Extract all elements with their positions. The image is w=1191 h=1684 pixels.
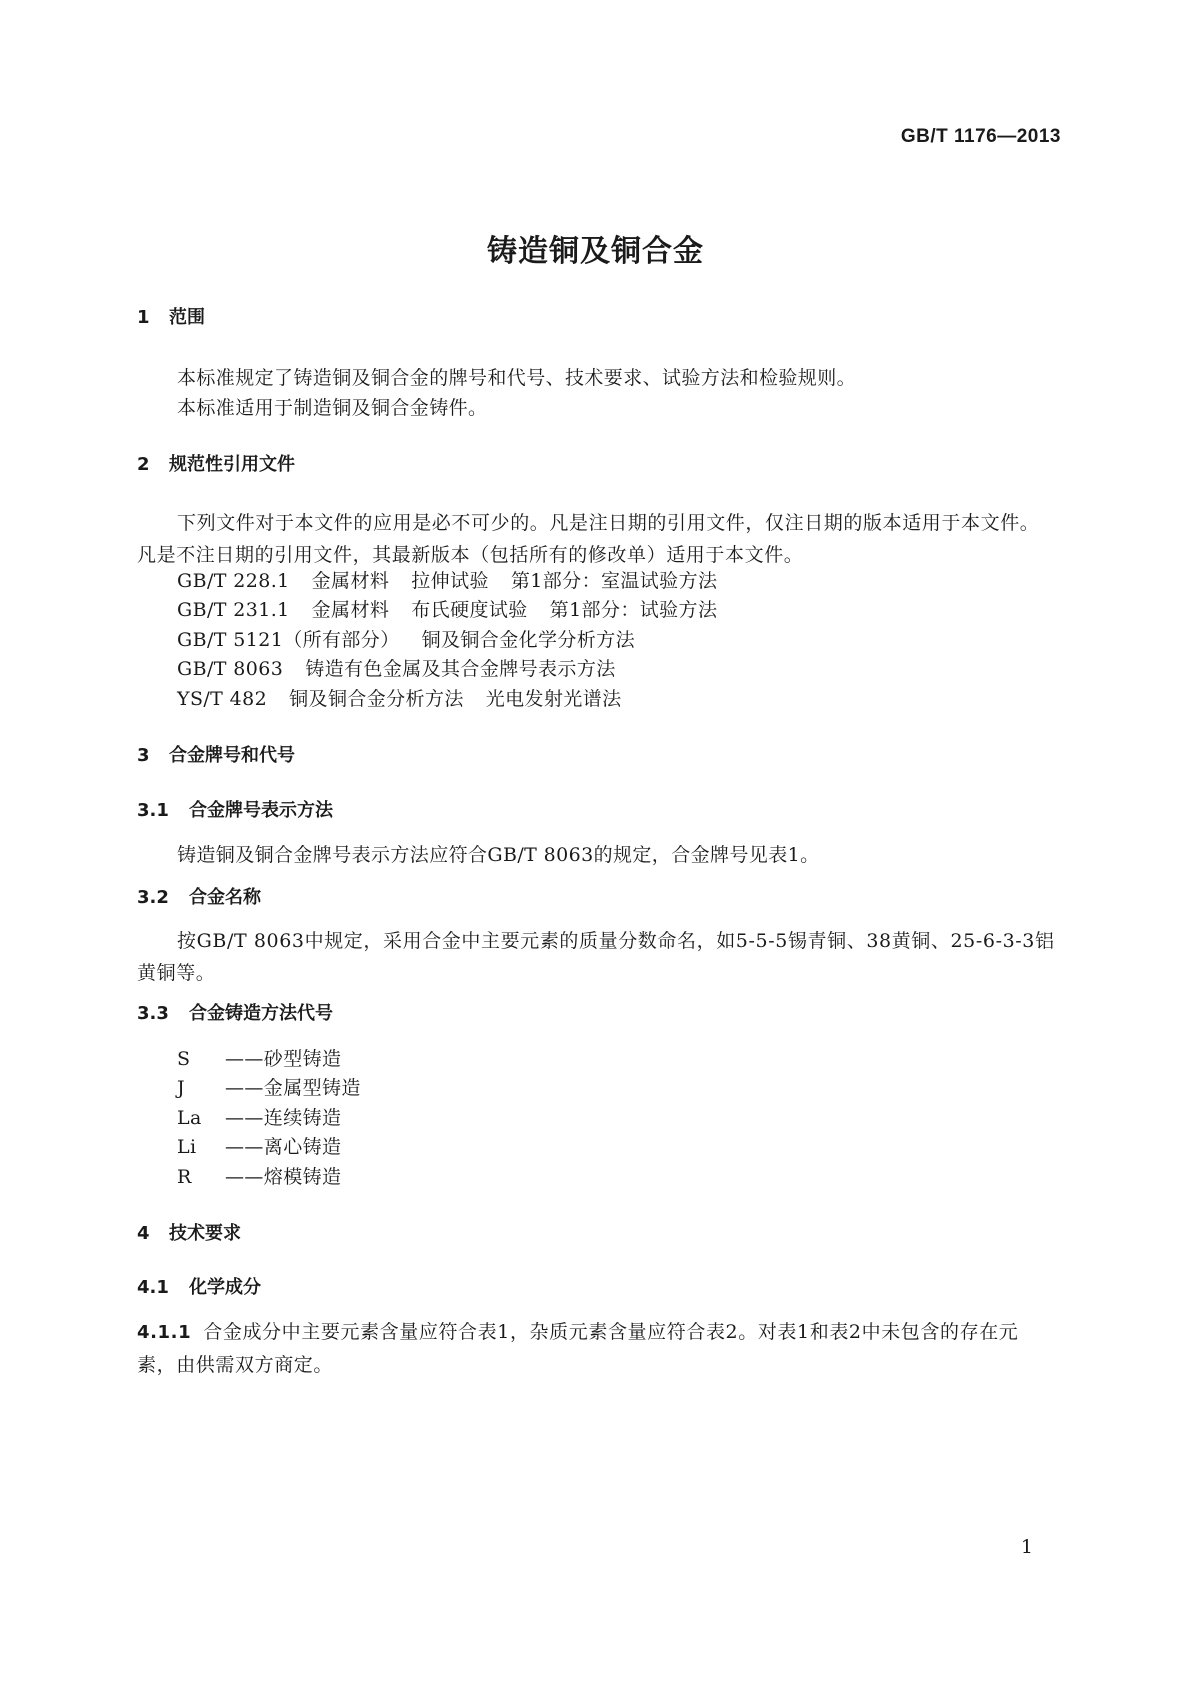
intro-text: 下列文件对于本文件的应用是必不可少的。凡是注日期的引用文件，仅注日期的版本适用于本文件。凡是不注日期的引用文件，其最新版本（包括所有的修改单）适用于本文件。	[137, 512, 1040, 566]
reference-subtitle: 拉伸试验	[411, 570, 489, 592]
section-title: 合金牌号表示方法	[189, 800, 333, 821]
reference-title: 铜及铜合金分析方法	[289, 688, 464, 710]
section-number: 3	[137, 745, 150, 766]
section-1-heading	[137, 306, 205, 330]
section-2-heading	[137, 453, 295, 477]
casting-code: J	[177, 1077, 186, 1099]
reference-item	[177, 624, 635, 656]
paragraph-text: 合金成分中主要元素含量应符合表1，杂质元素含量应符合表2。对表1和表2中未包含的存在元素，由供需双方商定。	[137, 1321, 1019, 1376]
section-title: 合金名称	[189, 887, 261, 908]
reference-item	[177, 565, 717, 597]
reference-code: GB/T 228.1	[177, 570, 290, 592]
casting-description: ——金属型铸造	[225, 1077, 361, 1099]
reference-part: 第1部分：室温试验方法	[510, 570, 718, 592]
section-number: 3.2	[137, 887, 169, 908]
casting-code-item	[177, 1161, 341, 1193]
standard-number: GB/T 1176—2013	[900, 126, 1061, 147]
reference-title: 铜及铜合金化学分析方法	[421, 629, 636, 651]
reference-item	[177, 594, 717, 626]
reference-subtitle: 光电发射光谱法	[485, 688, 622, 710]
section-title: 规范性引用文件	[169, 454, 295, 475]
casting-description: ——离心铸造	[225, 1136, 342, 1158]
section-title: 技术要求	[169, 1223, 241, 1244]
casting-description: ——连续铸造	[225, 1107, 342, 1129]
reference-code: GB/T 231.1	[177, 599, 290, 621]
document-title: 铸造铜及铜合金	[487, 234, 704, 269]
casting-code: S	[177, 1048, 191, 1070]
section-4-1-1-text	[137, 1316, 1057, 1381]
section-number: 3.3	[137, 1003, 169, 1024]
casting-code-item	[177, 1043, 341, 1075]
section-number: 3.1	[137, 800, 169, 821]
reference-item	[177, 683, 622, 715]
section-3-heading	[137, 744, 295, 768]
casting-code: La	[177, 1107, 202, 1129]
casting-code-item	[177, 1072, 361, 1104]
reference-code: GB/T 5121（所有部分）	[177, 629, 400, 651]
section-title: 合金铸造方法代号	[189, 1003, 333, 1024]
clause-number: 4.1.1	[137, 1322, 192, 1343]
casting-code: Li	[177, 1136, 197, 1158]
reference-code: YS/T 482	[177, 688, 268, 710]
page-number: 1	[1020, 1536, 1033, 1558]
reference-code: GB/T 8063	[177, 658, 284, 680]
casting-description: ——砂型铸造	[225, 1048, 342, 1070]
reference-title: 铸造有色金属及其合金牌号表示方法	[305, 658, 616, 680]
section-3-1-text: 铸造铜及铜合金牌号表示方法应符合GB/T 8063的规定，合金牌号见表1。	[177, 844, 820, 866]
section-4-heading	[137, 1222, 241, 1246]
normative-references-intro	[137, 507, 1057, 571]
section-4-1-heading	[137, 1276, 261, 1300]
section-3-2-text	[137, 925, 1057, 989]
section-3-1-heading	[137, 799, 333, 823]
reference-subtitle: 布氏硬度试验	[411, 599, 528, 621]
section-title: 范围	[169, 307, 205, 328]
section-title: 合金牌号和代号	[169, 745, 295, 766]
casting-code: R	[177, 1166, 192, 1188]
reference-part: 第1部分：试验方法	[549, 599, 718, 621]
casting-description: ——熔模铸造	[225, 1166, 342, 1188]
reference-title: 金属材料	[311, 570, 390, 592]
reference-item	[177, 653, 616, 685]
reference-title: 金属材料	[311, 599, 390, 621]
section-number: 4	[137, 1223, 150, 1244]
paragraph-text: 按GB/T 8063中规定，采用合金中主要元素的质量分数命名，如5-5-5锡青铜、38黄铜、25-6-3-3铝黄铜等。	[137, 930, 1055, 984]
section-3-3-heading	[137, 1002, 333, 1026]
scope-paragraph-2: 本标准适用于制造铜及铜合金铸件。	[177, 397, 488, 419]
scope-paragraph-1: 本标准规定了铸造铜及铜合金的牌号和代号、技术要求、试验方法和检验规则。	[177, 367, 857, 389]
section-number: 2	[137, 454, 150, 475]
section-3-2-heading	[137, 886, 261, 910]
section-number: 1	[137, 307, 150, 328]
casting-code-item	[177, 1131, 341, 1163]
section-title: 化学成分	[189, 1277, 261, 1298]
casting-code-item	[177, 1102, 341, 1134]
section-number: 4.1	[137, 1277, 169, 1298]
